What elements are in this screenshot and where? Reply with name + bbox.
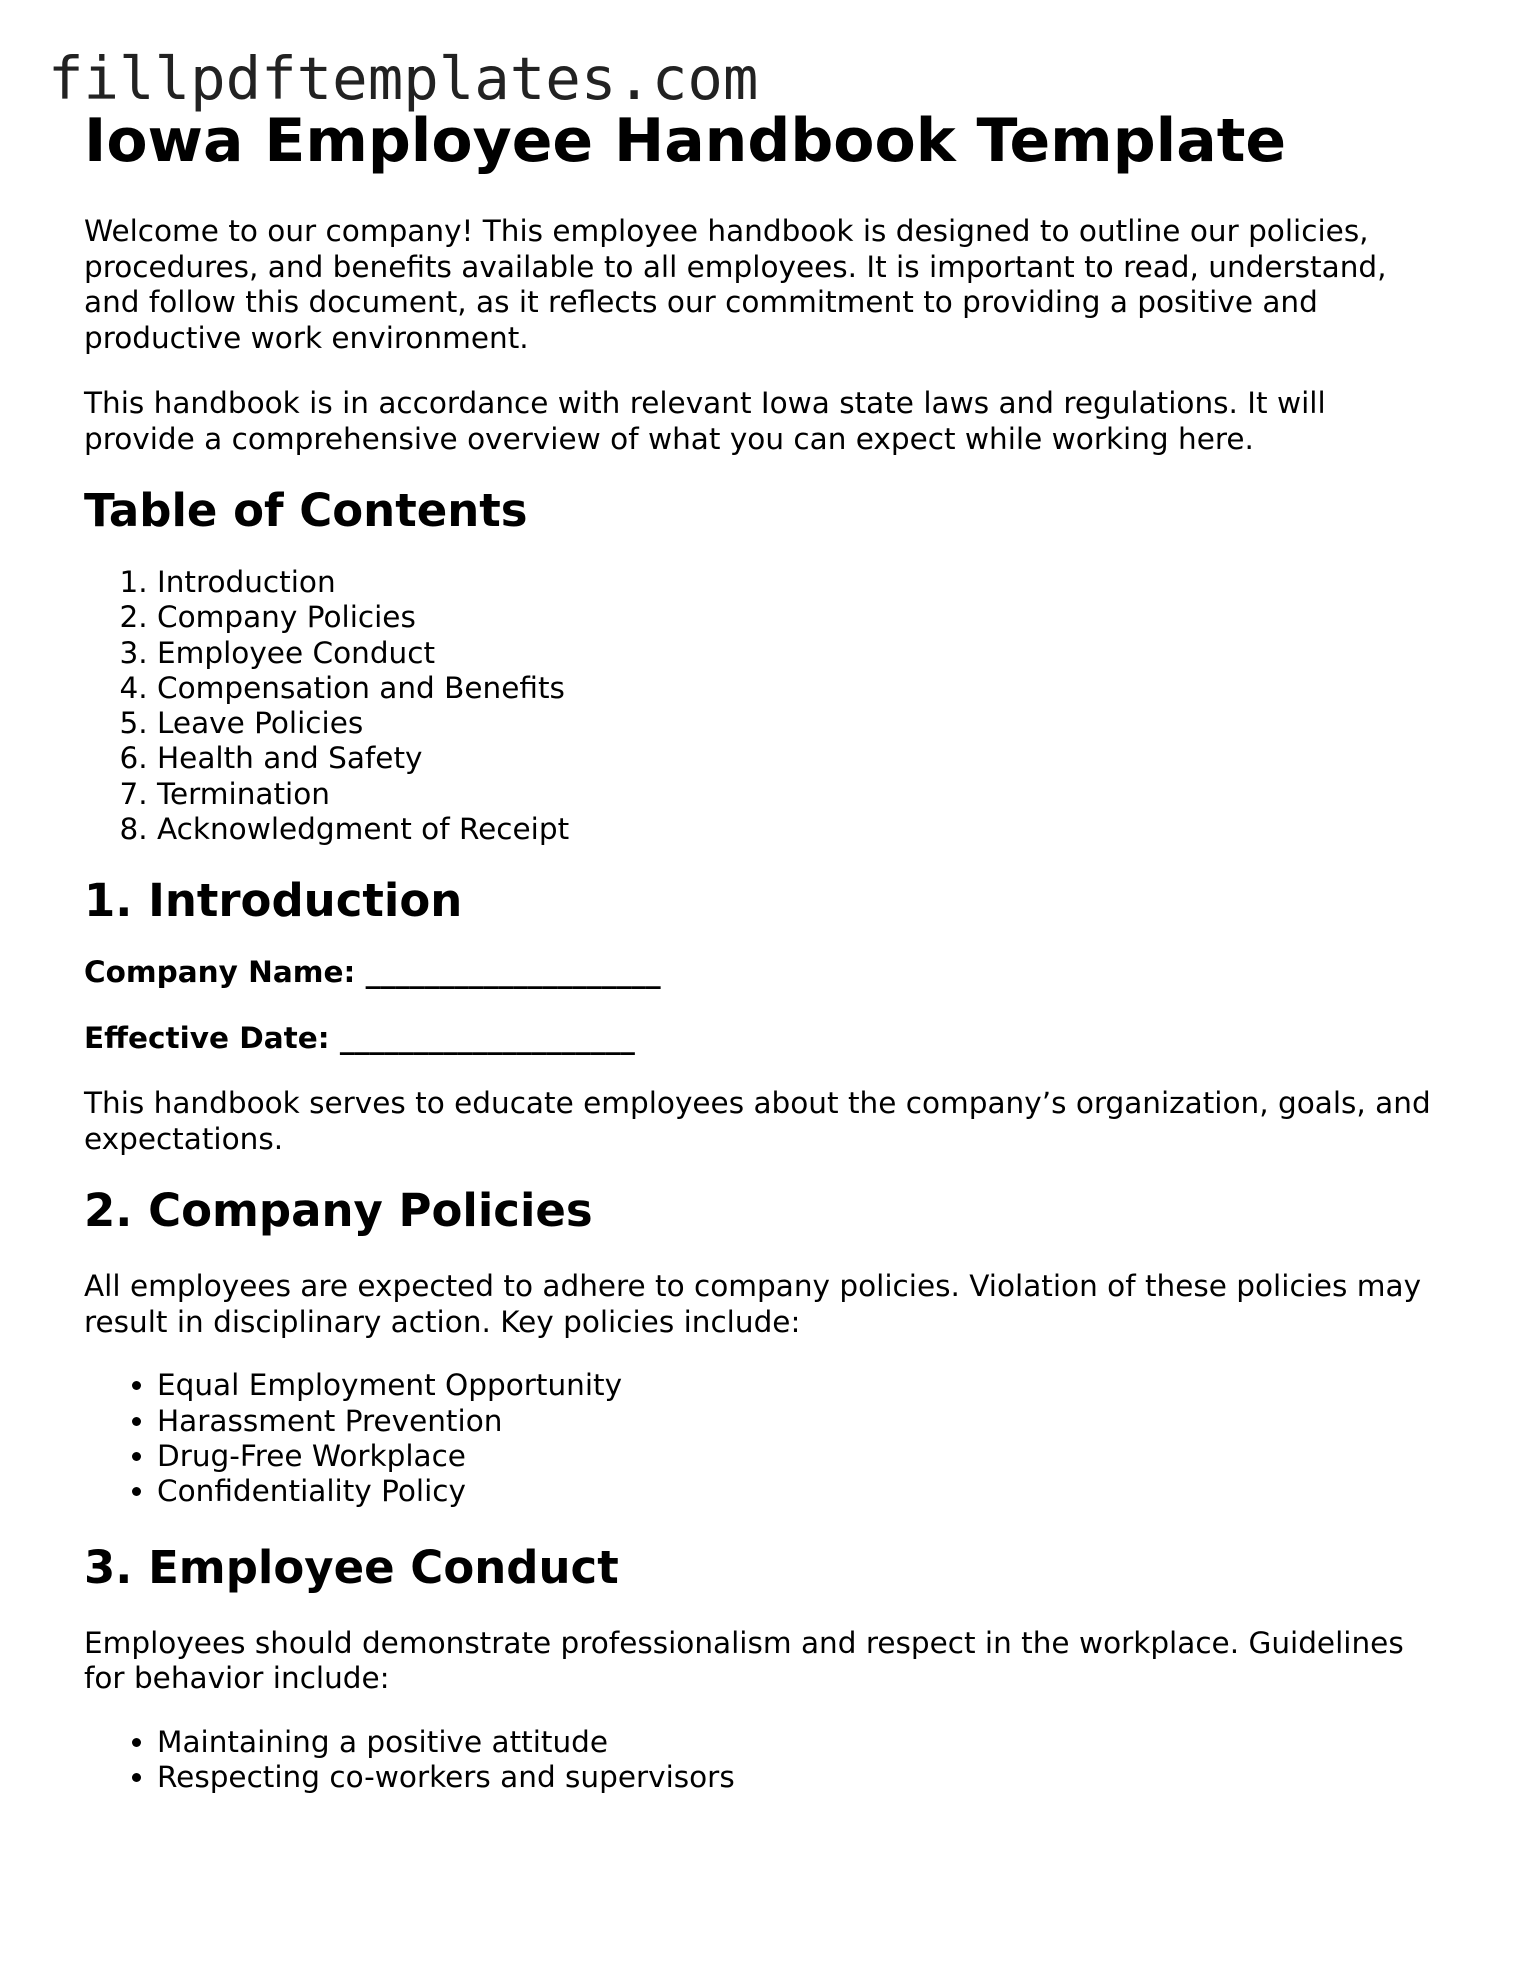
company-name-field: Company Name: ____________________	[84, 955, 661, 990]
policy-item: • Drug-Free Workplace	[157, 1439, 1444, 1474]
policy-item: • Confidentiality Policy	[157, 1474, 1444, 1509]
section-2-heading: 2. Company Policies	[84, 1184, 593, 1238]
toc-item: 2. Company Policies	[157, 600, 1444, 635]
intro-paragraph-1: Welcome to our company! This employee handbook is designed to outline our policies, procedures, and benefits available to all employees. It is important to read, understand, and follow this document, as it reflects our commitment to providing a positive and productive work environment.	[84, 214, 1387, 355]
section-3-body: Employees should demonstrate professionalism and respect in the workplace. Guidelines for behavior include:	[84, 1625, 1404, 1696]
toc-item: 5. Leave Policies	[157, 706, 1444, 741]
toc-item: 6. Health and Safety	[157, 741, 1444, 776]
effective-date-field: Effective Date: ____________________	[84, 1020, 635, 1055]
document-page	[84, 102, 1444, 1795]
toc-list	[84, 565, 1444, 847]
section-3-list	[84, 1725, 1444, 1796]
conduct-item: • Maintaining a positive attitude	[157, 1725, 1444, 1760]
toc-item: 4. Compensation and Benefits	[157, 671, 1444, 706]
section-2-body: All employees are expected to adhere to company policies. Violation of these policies may result in disciplinary action. Key policies include:	[84, 1269, 1422, 1339]
toc-item: 1. Introduction	[157, 565, 1444, 600]
toc-heading: Table of Contents	[84, 484, 528, 537]
watermark: fillpdftemplates.com	[48, 44, 759, 113]
intro-paragraph-2: This handbook is in accordance with relevant Iowa state laws and regulations. It will provide a comprehensive overview of what you can expect while working here.	[84, 386, 1326, 456]
conduct-item: • Respecting co-workers and supervisors	[157, 1760, 1444, 1795]
document-title: Iowa Employee Handbook Template	[84, 106, 1287, 176]
policy-item: • Equal Employment Opportunity	[157, 1368, 1444, 1403]
toc-item: 7. Termination	[157, 777, 1444, 812]
toc-item: 8. Acknowledgment of Receipt	[157, 812, 1444, 847]
section-3-heading: 3. Employee Conduct	[84, 1540, 619, 1594]
section-1-body: This handbook serves to educate employees about the company’s organization, goals, and expectations.	[84, 1086, 1431, 1156]
policy-item: • Harassment Prevention	[157, 1404, 1444, 1439]
section-2-list	[84, 1368, 1444, 1509]
toc-item: 3. Employee Conduct	[157, 636, 1444, 671]
section-1-heading: 1. Introduction	[84, 874, 463, 928]
